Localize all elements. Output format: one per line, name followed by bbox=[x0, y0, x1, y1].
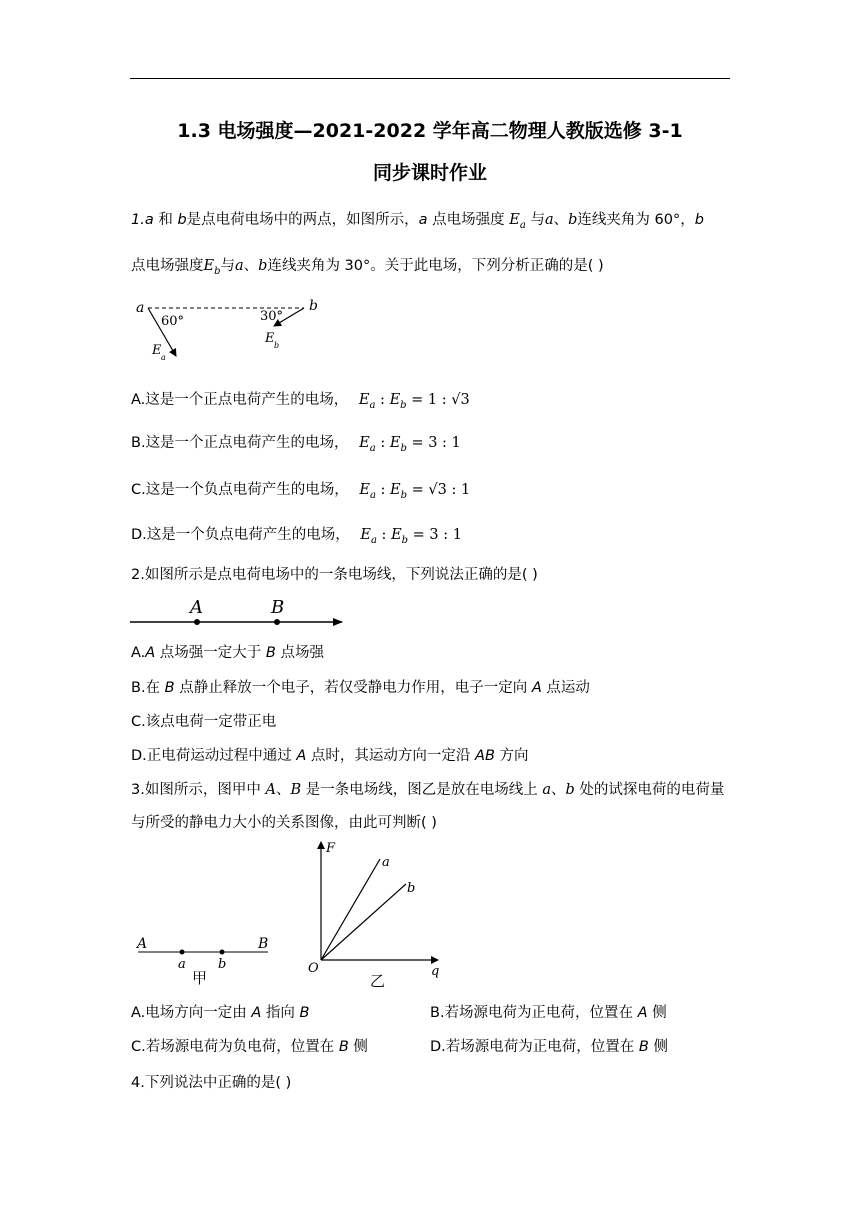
q1-option-b: B.这是一个正点电荷产生的电场， $E_a$ : $E_b = 3$ : 1 bbox=[131, 435, 461, 454]
q3-jia-point-b bbox=[220, 950, 225, 955]
q1-fig-label-Ea-sub: a bbox=[161, 353, 166, 362]
q2-stem: 2.如图所示是点电荷电场中的一条电场线，下列说法正确的是( ) bbox=[131, 567, 538, 583]
q3-yi-label-a: a bbox=[382, 855, 390, 870]
q3-jia-caption: 甲 bbox=[192, 969, 208, 987]
q3-stem-line2: 与所受的静电力大小的关系图像，由此可判断( ) bbox=[131, 815, 437, 831]
q3-option-d: D.若场源电荷为正电荷，位置在 B 侧 bbox=[430, 1039, 668, 1055]
q3-yi-caption: 乙 bbox=[370, 972, 386, 988]
q3-yi-axis-q: q bbox=[431, 964, 440, 979]
q2-point-A bbox=[194, 619, 200, 625]
q1-fig-angle-30: 30° bbox=[260, 309, 284, 324]
q3-yi-label-b: b bbox=[407, 881, 416, 896]
q3-option-c: C.若场源电荷为负电荷，位置在 B 侧 bbox=[131, 1039, 368, 1055]
q3-stem-line1: 3.如图所示，图甲中 A、B 是一条电场线，图乙是放在电场线上 a、b 处的试探电荷的电荷量 bbox=[131, 782, 725, 798]
q1-fig-label-Ea: E bbox=[152, 343, 162, 358]
q3-jia-point-a bbox=[180, 950, 185, 955]
q2-option-a: A.A 点场强一定大于 B 点场强 bbox=[131, 645, 324, 661]
page-subtitle: 同步课时作业 bbox=[372, 162, 487, 184]
q3-figure-yi bbox=[300, 836, 450, 988]
q1-fig-label-Eb-sub: b bbox=[274, 341, 280, 350]
q2-option-d: D.正电荷运动过程中通过 A 点时，其运动方向一定沿 AB 方向 bbox=[131, 748, 529, 764]
q1-option-d: D.这是一个负点电荷产生的电场， $E_a$ : $E_b = 3$ : 1 bbox=[131, 527, 462, 546]
q3-jia-label-a: a bbox=[178, 957, 186, 972]
q2-label-A: A bbox=[190, 597, 203, 618]
q1-fig-angle-60: 60° bbox=[161, 314, 185, 329]
q1-option-c: C.这是一个负点电荷产生的电场， $E_a$ : $E_b = √3$ : 1 bbox=[131, 482, 471, 501]
q1-option-a: A.这是一个正点电荷产生的电场， $E_a$ : $E_b = 1$ : √3 bbox=[131, 392, 470, 411]
q3-jia-label-B: B bbox=[258, 936, 269, 952]
q2-figure bbox=[128, 594, 348, 632]
q1-stem-line2: 点电场强度$E_b$与a、b连线夹角为 30°。关于此电场，下列分析正确的是( ) bbox=[131, 258, 604, 277]
q1-stem-line1: 1.a 和 b是点电荷电场中的两点，如图所示，a 点电场强度 $E_a$ 与a、b连线夹角为 60°，b bbox=[131, 212, 704, 231]
q3-yi-axis-F: F bbox=[326, 841, 336, 856]
q2-option-c: C.该点电荷一定带正电 bbox=[131, 714, 277, 730]
q3-yi-origin: O bbox=[308, 961, 319, 976]
q3-jia-label-A: A bbox=[137, 936, 148, 952]
q1-fig-label-a: a bbox=[136, 300, 145, 316]
q3-jia-label-b: b bbox=[218, 957, 227, 972]
q4-stem: 4.下列说法中正确的是( ) bbox=[131, 1075, 292, 1091]
top-rule bbox=[130, 78, 730, 79]
q1-fig-label-b: b bbox=[309, 298, 318, 314]
q2-option-b: B.在 B 点静止释放一个电子，若仅受静电力作用，电子一定向 A 点运动 bbox=[131, 680, 590, 696]
q1-fig-label-Eb: E bbox=[265, 331, 275, 346]
q2-label-B: B bbox=[271, 597, 285, 618]
page-title: 1.3 电场强度—2021-2022 学年高二物理人教版选修 3-1 bbox=[177, 120, 683, 142]
q3-option-a: A.电场方向一定由 A 指向 B bbox=[131, 1005, 310, 1021]
q3-option-b: B.若场源电荷为正电荷，位置在 A 侧 bbox=[430, 1005, 667, 1021]
q3-figure-jia bbox=[128, 930, 288, 990]
q1-figure bbox=[128, 290, 338, 368]
q2-point-B bbox=[274, 619, 280, 625]
q3-yi-line-a bbox=[321, 859, 380, 960]
q3-yi-line-b bbox=[321, 884, 406, 960]
